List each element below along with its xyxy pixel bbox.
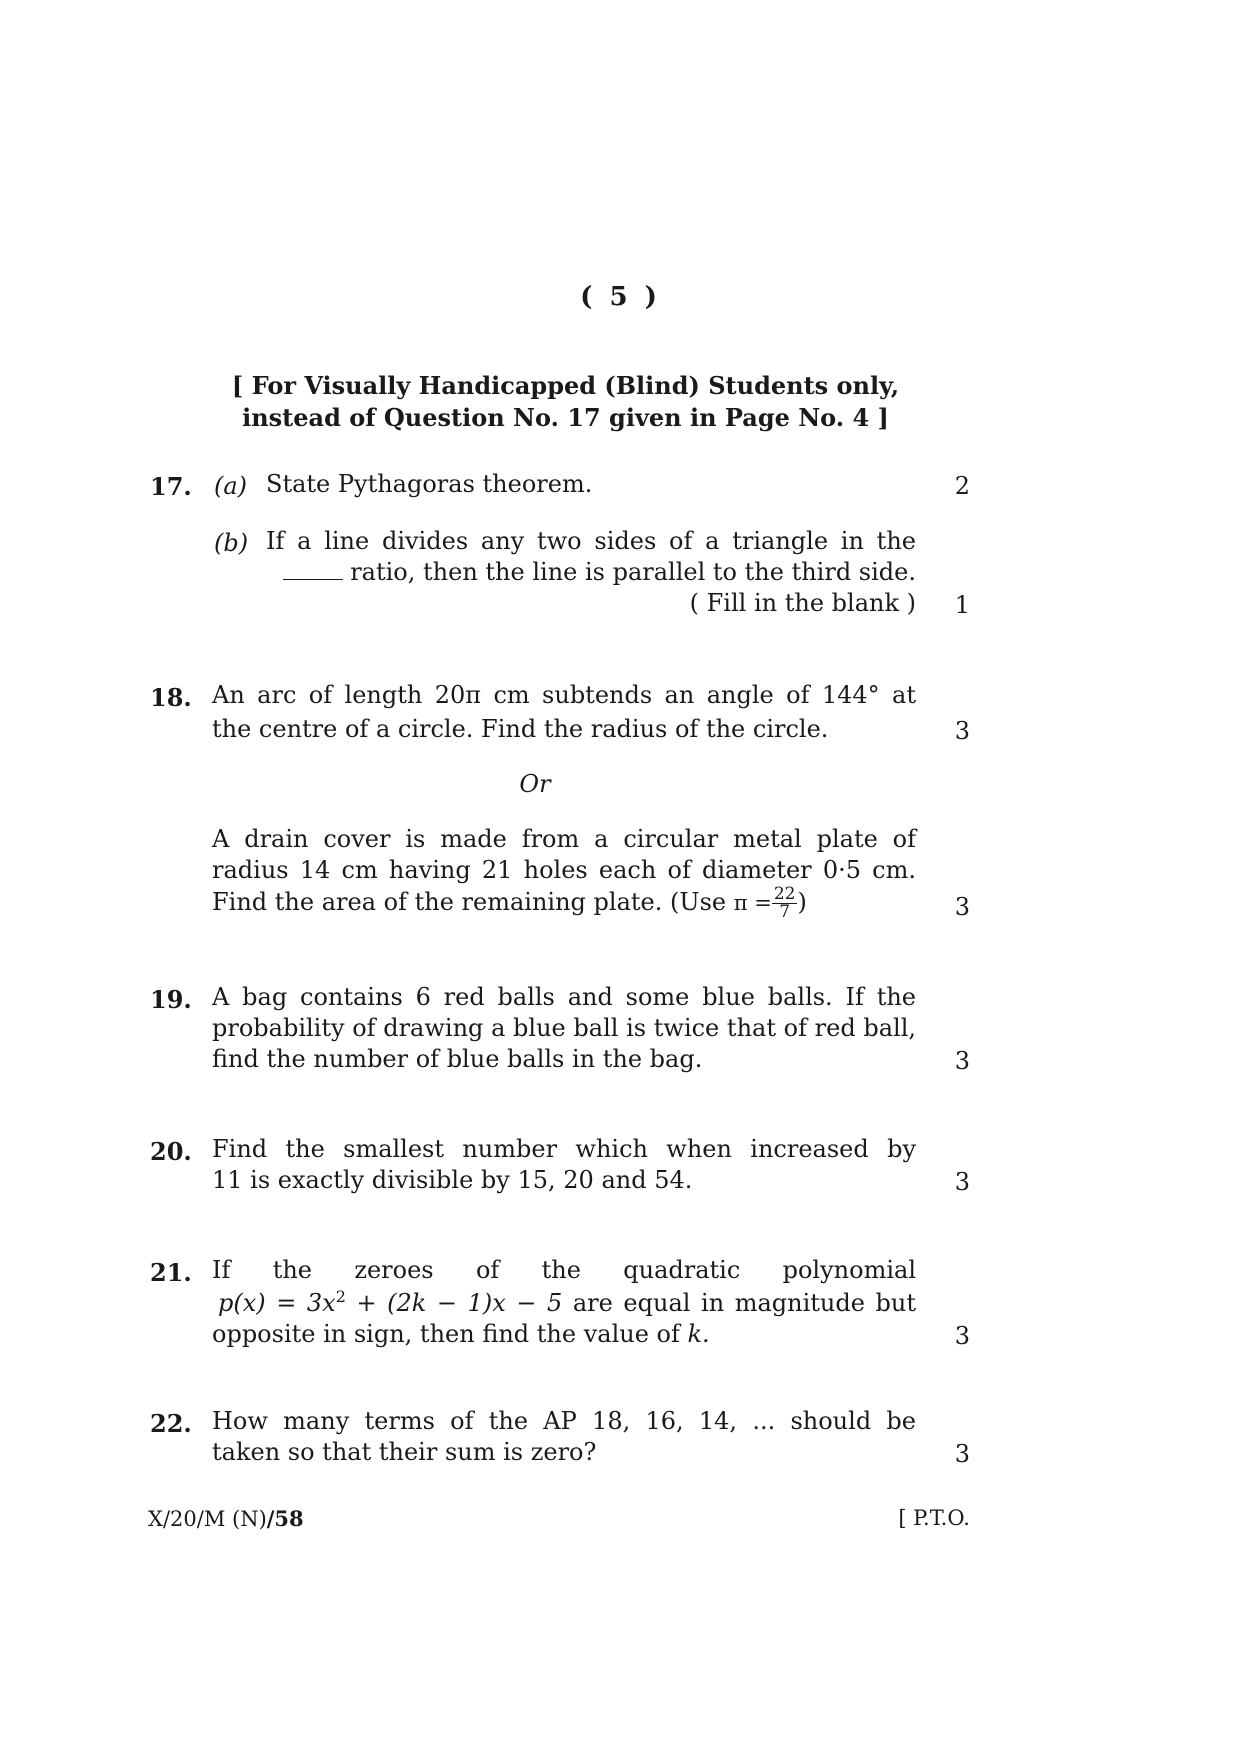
close-paren: ) [797, 888, 807, 916]
question-18-alt-line-2: radius 14 cm having 21 holes each of diameter 0·5 cm. [212, 856, 916, 884]
question-21-marks: 3 [954, 1322, 970, 1350]
question-20-line-1: Find the smallest number which when increased by [212, 1135, 916, 1163]
polynomial-math-b: + (2k − 1)x − 5 [356, 1289, 563, 1317]
question-17b-line-2-text: ratio, then the line is parallel to the third side. [350, 558, 916, 586]
question-18-alt-line-3-a: Find the area of the remaining plate. (Use [212, 888, 727, 916]
question-19-number: 19. [150, 985, 192, 1014]
question-22-marks: 3 [954, 1440, 970, 1468]
question-17a-label: (a) [214, 472, 248, 500]
pto-label: [ P.T.O. [898, 1506, 970, 1530]
question-18-alt-line-1: A drain cover is made from a circular metal plate of [212, 825, 916, 853]
question-17b-label: (b) [214, 529, 249, 557]
variable-k: k. [687, 1320, 710, 1348]
question-22-line-1: How many terms of the AP 18, 16, 14, ... should be [212, 1407, 916, 1435]
question-19-line-2: probability of drawing a blue ball is twice that of red ball, [212, 1014, 916, 1042]
pi-fraction [772, 886, 798, 921]
question-19-line-1: A bag contains 6 red balls and some blue balls. If the [212, 983, 916, 1011]
question-21-number: 21. [150, 1258, 192, 1287]
question-21-line-3-a: opposite in sign, then find the value of [212, 1320, 680, 1348]
paper-code-a: X/20/M (N) [148, 1507, 267, 1531]
polynomial-math-a: p(x) = 3x [218, 1289, 336, 1317]
question-17a-text: State Pythagoras theorem. [266, 470, 593, 498]
question-17b-line-2 [266, 557, 916, 588]
note-line-1: [ For Visually Handicapped (Blind) Students only, [231, 371, 900, 400]
question-22-line-2: taken so that their sum is zero? [212, 1438, 597, 1466]
question-17-number: 17. [150, 472, 192, 501]
question-20-marks: 3 [954, 1168, 970, 1196]
fraction-numerator: 22 [773, 884, 796, 904]
question-18-number: 18. [150, 683, 192, 712]
blind-students-note [0, 370, 1131, 434]
question-18-alt-marks: 3 [954, 893, 970, 921]
question-21-line-1: If the zeroes of the quadratic polynomial [212, 1256, 916, 1284]
question-18-line-1 [212, 680, 916, 711]
question-18-line-2: the centre of a circle. Find the radius of the circle. [212, 715, 829, 743]
paper-code [148, 1506, 304, 1531]
fraction-denominator: 7 [779, 902, 791, 922]
question-18-line-1-a: An arc of length [212, 681, 423, 709]
question-18-line-1-b: cm subtends an angle of 144° at [493, 681, 916, 709]
fill-blank [283, 579, 343, 580]
question-19-line-3: find the number of blue balls in the bag. [212, 1045, 703, 1073]
question-19-marks: 3 [954, 1047, 970, 1075]
exponent: 2 [335, 1287, 346, 1306]
question-20-number: 20. [150, 1137, 192, 1166]
question-21-line-2 [218, 1288, 916, 1319]
question-17b-marks: 1 [954, 591, 970, 619]
question-17b-instruction: ( Fill in the blank ) [689, 589, 916, 617]
paper-code-b: /58 [266, 1506, 304, 1531]
question-18-alt-line-3 [212, 886, 807, 921]
question-21-line-2-rest: are equal in magnitude but [572, 1289, 916, 1317]
question-17a-marks: 2 [954, 472, 970, 500]
question-21-line-3 [212, 1319, 710, 1350]
arc-length-math: 20π [434, 681, 482, 709]
page-number: ( 5 ) [580, 282, 661, 312]
question-18-marks: 3 [954, 717, 970, 745]
pi-equals: π = [733, 891, 772, 915]
note-line-2: instead of Question No. 17 given in Page No. 4 ] [242, 403, 889, 432]
question-22-number: 22. [150, 1409, 192, 1438]
question-17b-line-1: If a line divides any two sides of a triangle in the [266, 527, 916, 555]
or-separator: Or [519, 770, 551, 798]
question-20-line-2: 11 is exactly divisible by 15, 20 and 54. [212, 1166, 693, 1194]
